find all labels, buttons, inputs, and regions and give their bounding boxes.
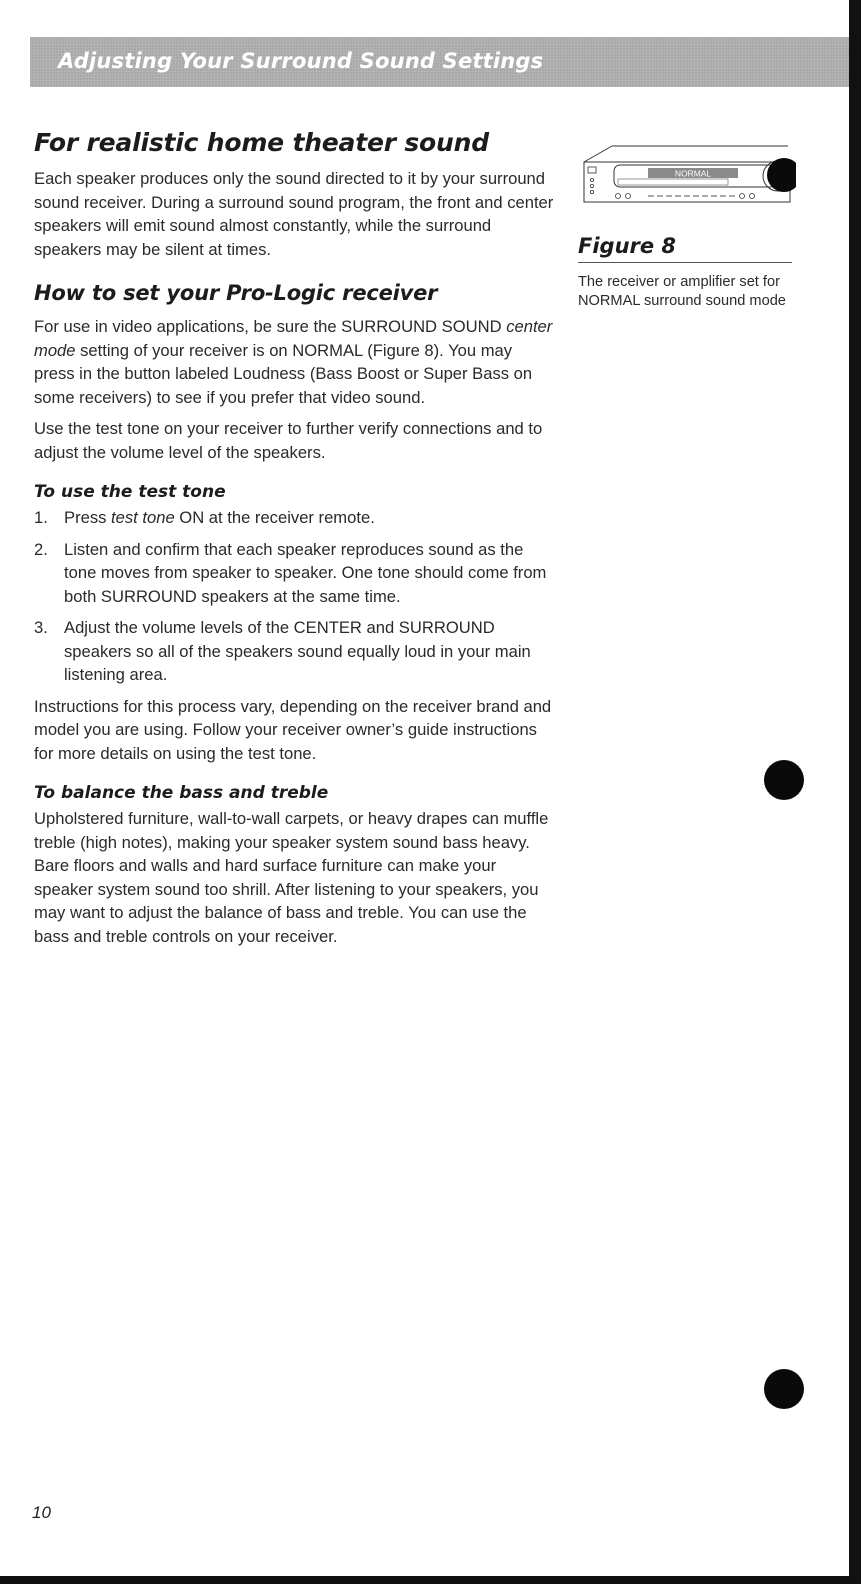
heading-use-test-tone: To use the test tone — [34, 482, 226, 502]
figure-sidebar — [578, 140, 800, 311]
display-mode-text: NORMAL — [674, 168, 712, 179]
figure-caption: The receiver or amplifier set for NORMAL surround sound mode — [578, 274, 786, 309]
list-item — [34, 538, 554, 609]
step-text: Listen and confirm that each speaker reproduces sound as the tone moves from speaker to speaker. One tone should come from both SURROUND speakers at the same time. — [64, 539, 547, 606]
receiver-top-edge — [584, 146, 612, 162]
section-header-title: Adjusting Your Surround Sound Settings — [58, 49, 544, 73]
receiver-illustration — [578, 140, 796, 210]
page-number: 10 — [32, 1503, 51, 1522]
text-run: For use in video applications, be sure the SURROUND SOUND — [34, 317, 507, 336]
heading-balance-bass-treble: To balance the bass and treble — [34, 783, 329, 803]
emphasis-center-mode: center mode — [34, 317, 553, 360]
paragraph-realistic-sound: Each speaker produces only the sound directed to it by your surround sound receiver. During a surround sound program, the front and center speakers will emit sound almost constantly, while the surround speakers may be silent at times. — [34, 169, 554, 259]
paragraph-test-tone-intro: Use the test tone on your receiver to further verify connections and to adjust the volume level of the speakers. — [34, 419, 543, 462]
heading-prologic-receiver: How to set your Pro-Logic receiver — [34, 281, 438, 305]
section-header-band — [30, 37, 849, 87]
text-run: ON at the receiver remote. — [174, 508, 375, 527]
step-number: 1. — [34, 508, 48, 527]
heading-realistic-sound: For realistic home theater sound — [34, 128, 489, 157]
paragraph-balance-bass-treble: Upholstered furniture, wall-to-wall carpets, or heavy drapes can muffle treble (high notes), making your speaker system sound bass heavy. Bare floors and walls and hard surface furniture can make your speaker system sound too shrill. After listening to your speakers, you may want to adjust the balance of bass and treble. You can use the bass and treble controls on your receiver. — [34, 809, 549, 946]
paragraph-prologic-setup — [34, 315, 554, 409]
text-run: setting of your receiver is on NORMAL (Figure 8). You may press in the button labeled Loudness (Bass Boost or Super Bass on some receivers) to see if you prefer that video sound. — [34, 340, 533, 407]
binder-hole-dot — [764, 760, 804, 800]
step-number: 3. — [34, 618, 48, 637]
emphasis-test-tone: test tone — [111, 508, 175, 527]
test-tone-steps-list — [34, 506, 554, 687]
step-number: 2. — [34, 539, 48, 559]
page-edge-bottom — [0, 1576, 861, 1584]
list-item — [34, 616, 554, 687]
step-text: Adjust the volume levels of the CENTER and SURROUND speakers so all of the speakers sound equally loud in your main listening area. — [64, 618, 531, 684]
paragraph-test-tone-notes: Instructions for this process vary, depending on the receiver brand and model you are using. Follow your receiver owner’s guide instructions for more details on using the test tone. — [34, 696, 552, 763]
page-edge-right — [849, 0, 861, 1584]
list-item — [34, 506, 554, 530]
text-run: Press — [64, 508, 112, 527]
figure-title: Figure 8 — [578, 234, 792, 263]
binder-hole-dot — [764, 1369, 804, 1409]
main-text-column — [34, 128, 554, 956]
